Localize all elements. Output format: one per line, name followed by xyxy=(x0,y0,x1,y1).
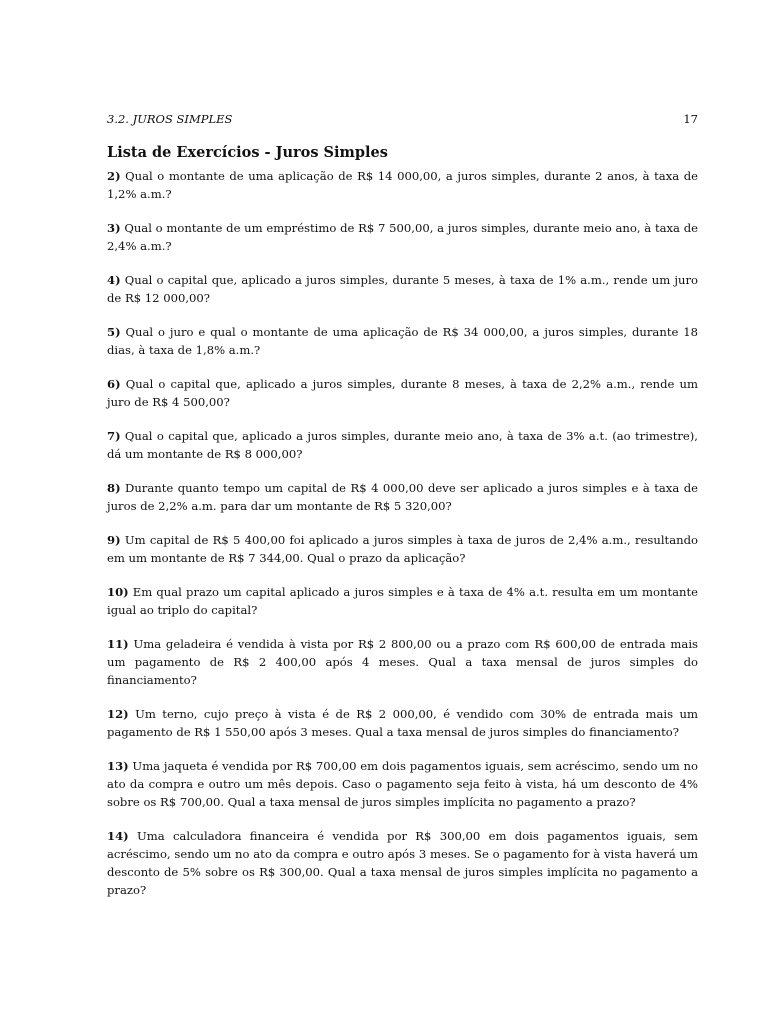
exercise-number: 8) xyxy=(107,481,121,495)
running-header xyxy=(107,110,698,128)
exercise-number: 4) xyxy=(107,273,121,287)
exercise-item xyxy=(107,705,698,741)
exercise-item xyxy=(107,583,698,619)
exercise-text: Qual o montante de um empréstimo de R$ 7 500,00, a juros simples, durante meio ano, à taxa de 2,4% a.m.? xyxy=(107,221,699,253)
exercise-text: Um terno, cujo preço à vista é de R$ 2 000,00, é vendido com 30% de entrada mais um pagamento de R$ 1 550,00 após 3 meses. Qual a taxa mensal de juros simples do financiamento? xyxy=(107,707,698,739)
exercise-text: Qual o capital que, aplicado a juros simples, durante meio ano, à taxa de 3% a.t. (ao trimestre), dá um montante de R$ 8 000,00? xyxy=(107,429,698,461)
exercise-item xyxy=(107,323,698,359)
exercise-number: 14) xyxy=(107,829,129,843)
exercise-text: Uma jaqueta é vendida por R$ 700,00 em dois pagamentos iguais, sem acréscimo, sendo um no ato da compra e outro um mês depois. Caso o pagamento seja feito à vista, há um desconto de 4% sobre os R$ 700,00. Qual a taxa mensal de juros simples implícita no pagamento a prazo? xyxy=(107,759,698,809)
exercise-number: 11) xyxy=(107,637,129,651)
exercise-item xyxy=(107,427,698,463)
exercise-item xyxy=(107,167,698,203)
exercise-number: 10) xyxy=(107,585,129,599)
exercise-item xyxy=(107,271,698,307)
page-number: 17 xyxy=(683,112,698,126)
exercise-number: 5) xyxy=(107,325,121,339)
exercise-item xyxy=(107,219,698,255)
section-heading: 3.2. JUROS SIMPLES xyxy=(107,112,233,126)
exercise-text: Um capital de R$ 5 400,00 foi aplicado a juros simples à taxa de juros de 2,4% a.m., resultando em um montante de R$ 7 344,00. Qual o prazo da aplicação? xyxy=(107,533,698,565)
exercise-number: 12) xyxy=(107,707,129,721)
exercise-item xyxy=(107,479,698,515)
exercise-text: Uma calculadora financeira é vendida por R$ 300,00 em dois pagamentos iguais, sem acréscimo, sendo um no ato da compra e outro após 3 meses. Se o pagamento for à vista haverá um desconto de 5% sobre os R$ 300,00. Qual a taxa mensal de juros simples implícita no pagamento a prazo? xyxy=(107,829,699,897)
exercise-text: Uma geladeira é vendida à vista por R$ 2 800,00 ou a prazo com R$ 600,00 de entrada mais um pagamento de R$ 2 400,00 após 4 meses. Qual a taxa mensal de juros simples do financiamento? xyxy=(107,637,698,687)
exercise-item xyxy=(107,635,698,689)
exercise-number: 13) xyxy=(107,759,129,773)
exercise-text: Qual o montante de uma aplicação de R$ 14 000,00, a juros simples, durante 2 anos, à taxa de 1,2% a.m.? xyxy=(107,169,698,201)
exercise-text: Durante quanto tempo um capital de R$ 4 000,00 deve ser aplicado a juros simples e à taxa de juros de 2,2% a.m. para dar um montante de R$ 5 320,00? xyxy=(107,481,699,513)
exercise-text: Qual o capital que, aplicado a juros simples, durante 5 meses, à taxa de 1% a.m., rende um juro de R$ 12 000,00? xyxy=(107,273,698,305)
exercise-number: 9) xyxy=(107,533,121,547)
exercise-text: Qual o juro e qual o montante de uma aplicação de R$ 34 000,00, a juros simples, durante 18 dias, à taxa de 1,8% a.m.? xyxy=(107,325,699,357)
exercise-item xyxy=(107,375,698,411)
exercise-list xyxy=(107,167,698,899)
exercise-item xyxy=(107,757,698,811)
exercise-text: Em qual prazo um capital aplicado a juros simples e à taxa de 4% a.t. resulta em um montante igual ao triplo do capital? xyxy=(107,585,698,617)
exercise-number: 6) xyxy=(107,377,121,391)
exercise-number: 3) xyxy=(107,221,121,235)
document-page xyxy=(107,110,698,899)
exercise-number: 2) xyxy=(107,169,121,183)
exercise-text: Qual o capital que, aplicado a juros simples, durante 8 meses, à taxa de 2,2% a.m., rende um juro de R$ 4 500,00? xyxy=(107,377,698,409)
exercise-number: 7) xyxy=(107,429,121,443)
exercise-item xyxy=(107,531,698,567)
exercise-item xyxy=(107,827,698,899)
exercise-list-title: Lista de Exercícios - Juros Simples xyxy=(107,144,388,161)
